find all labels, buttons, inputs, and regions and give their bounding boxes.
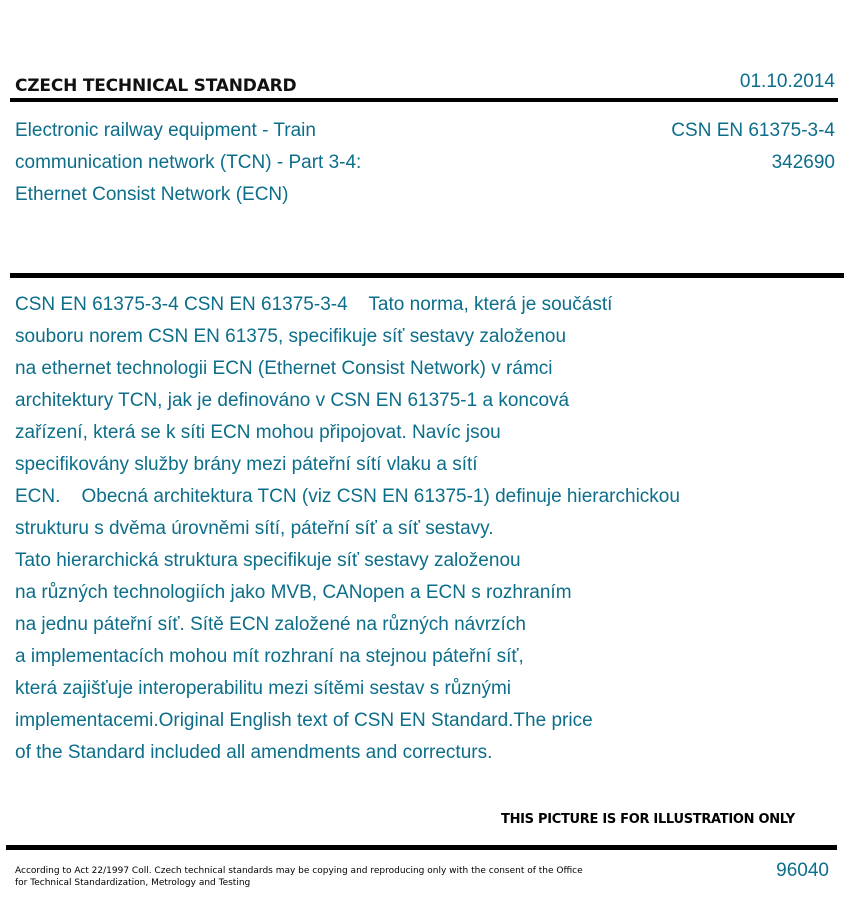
title-line: communication network (TCN) - Part 3-4: — [15, 152, 362, 173]
top-divider — [10, 98, 838, 102]
abstract-line: strukturu s dvěma úrovněmi sítí, páteřní síť a síť sestavy. — [15, 518, 494, 539]
classification-code: 342690 — [771, 152, 835, 173]
abstract-line: na různých technologiích jako MVB, CANopen a ECN s rozhraním — [15, 582, 572, 603]
abstract-line: specifikovány služby brány mezi páteřní sítí vlaku a sítí — [15, 454, 478, 475]
bottom-divider — [6, 845, 837, 850]
standard-number: CSN EN 61375-3-4 — [671, 120, 835, 141]
standard-title — [15, 115, 475, 211]
standard-type-label: CZECH TECHNICAL STANDARD — [15, 76, 297, 96]
legal-notice-line: for Technical Standardization, Metrology and Testing — [15, 878, 251, 888]
legal-notice — [15, 865, 615, 889]
abstract-line: na ethernet technologii ECN (Ethernet Consist Network) v rámci — [15, 358, 553, 379]
abstract-line: souboru norem CSN EN 61375, specifikuje síť sestavy založenou — [15, 326, 567, 347]
title-line: Ethernet Consist Network (ECN) — [15, 184, 289, 205]
publication-date: 01.10.2014 — [739, 71, 835, 92]
price-code: 96040 — [776, 860, 829, 881]
abstract-line: CSN EN 61375-3-4 CSN EN 61375-3-4 Tato norma, která je součástí — [15, 294, 613, 315]
abstract-line: zařízení, která se k síti ECN mohou připojovat. Navíc jsou — [15, 422, 501, 443]
abstract-line: of the Standard included all amendments and correcturs. — [15, 742, 493, 763]
middle-divider — [10, 273, 844, 278]
abstract-line: a implementacích mohou mít rozhraní na stejnou páteřní síť, — [15, 646, 524, 667]
abstract-text — [15, 289, 815, 769]
abstract-line: která zajišťuje interoperabilitu mezi sítěmi sestav s různými — [15, 678, 512, 699]
abstract-line: implementacemi.Original English text of CSN EN Standard.The price — [15, 710, 593, 731]
title-line: Electronic railway equipment - Train — [15, 120, 316, 141]
legal-notice-line: According to Act 22/1997 Coll. Czech technical standards may be copying and reproducing only with the consent of the Office — [15, 866, 583, 876]
standard-codes — [671, 115, 835, 179]
abstract-line: architektury TCN, jak je definováno v CSN EN 61375-1 a koncová — [15, 390, 570, 411]
abstract-line: ECN. Obecná architektura TCN (viz CSN EN 61375-1) definuje hierarchickou — [15, 486, 680, 507]
illustration-disclaimer: THIS PICTURE IS FOR ILLUSTRATION ONLY — [501, 812, 795, 827]
abstract-line: Tato hierarchická struktura specifikuje síť sestavy založenou — [15, 550, 521, 571]
abstract-line: na jednu páteřní síť. Sítě ECN založené na různých návrzích — [15, 614, 526, 635]
